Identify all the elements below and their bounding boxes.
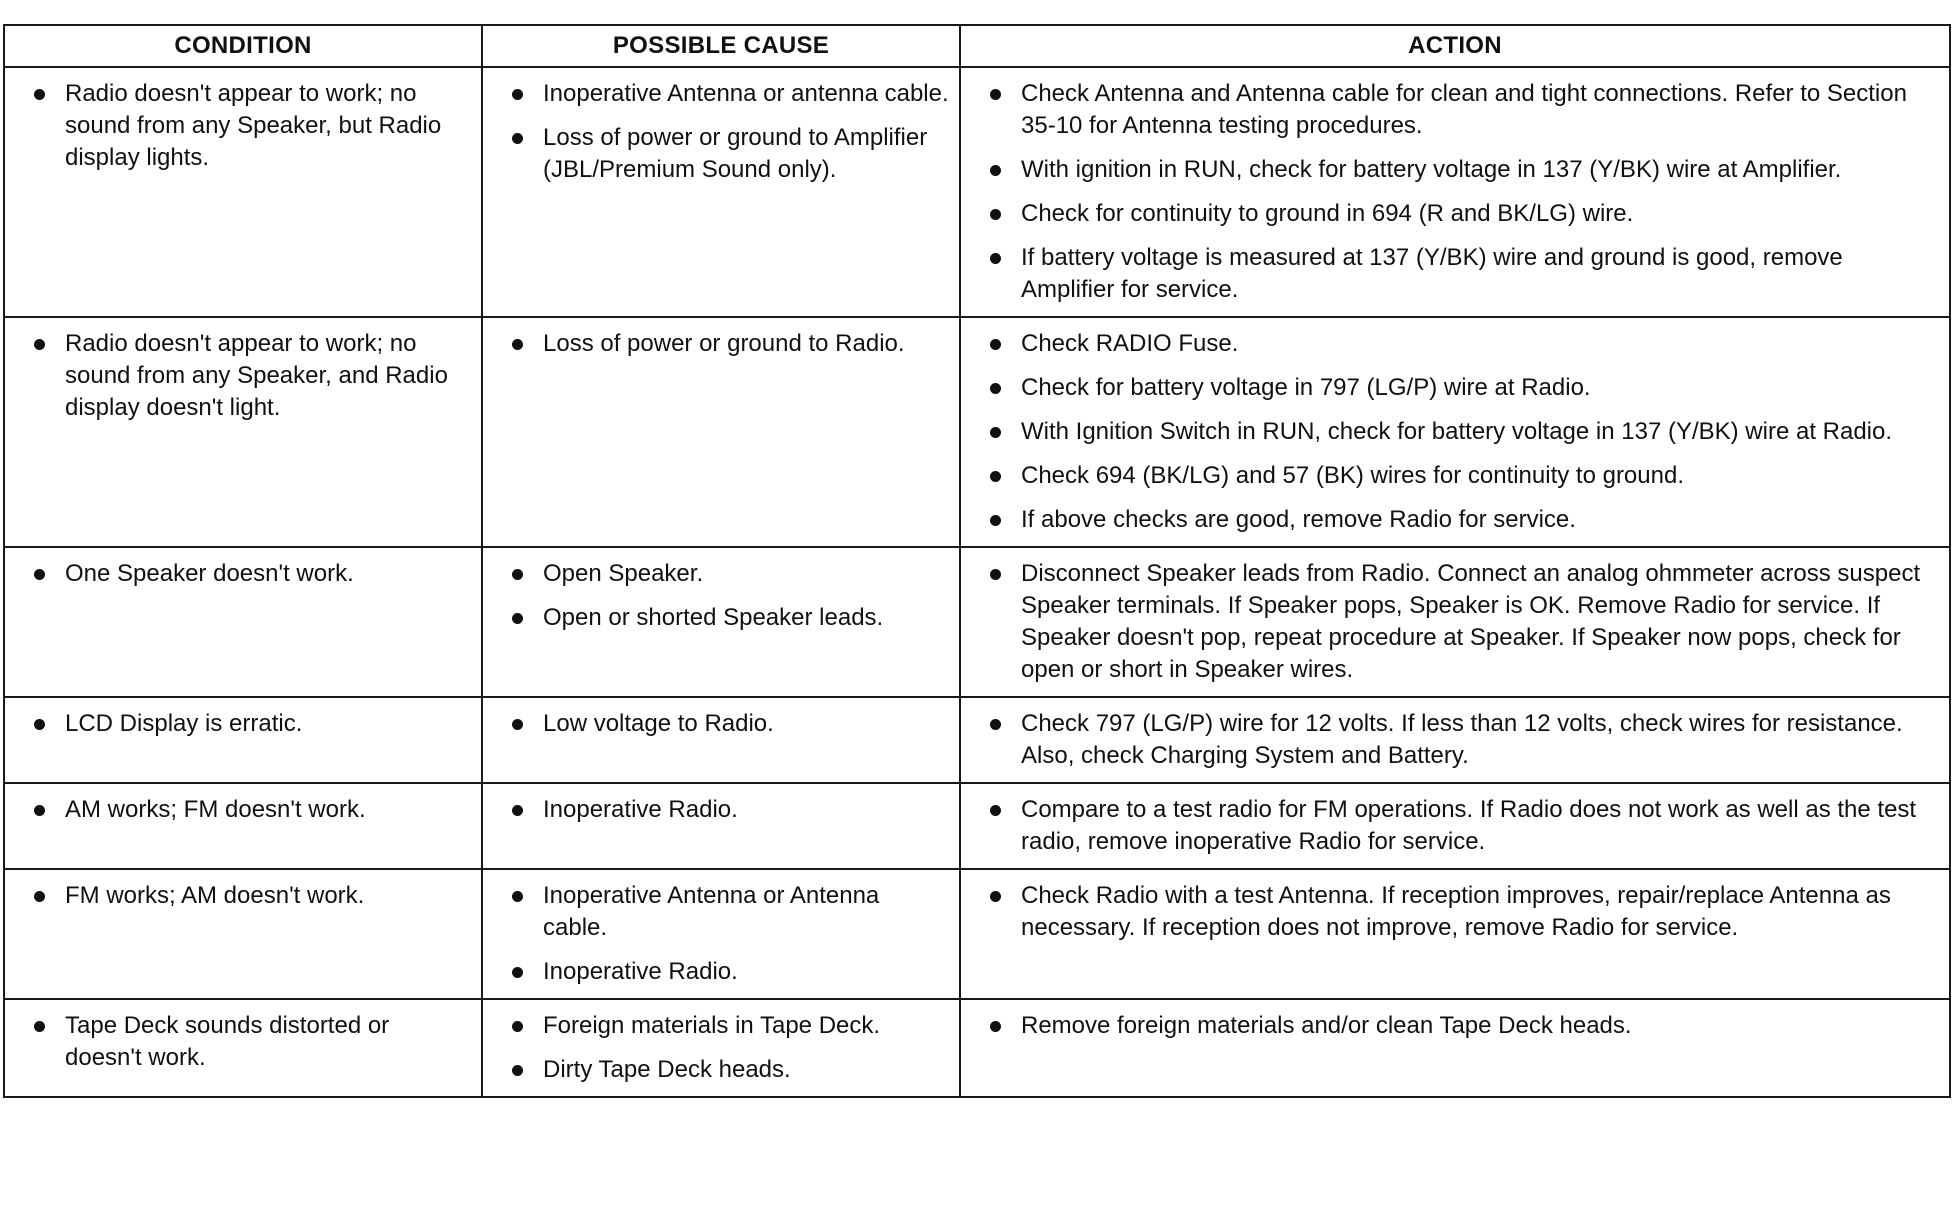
action-item xyxy=(971,1010,1939,1042)
condition-cell xyxy=(4,783,482,869)
cause-item xyxy=(493,1010,949,1042)
bullet-dot-icon xyxy=(990,515,1001,526)
bullet-dot-icon xyxy=(34,891,45,902)
item-text: Check RADIO Fuse. xyxy=(1021,330,1239,357)
item-text: Check 694 (BK/LG) and 57 (BK) wires for continuity to ground. xyxy=(1021,462,1684,489)
bullet-list xyxy=(493,558,949,634)
possible-cause-cell xyxy=(482,869,960,999)
bullet-dot-icon xyxy=(512,1021,523,1032)
bullet-list xyxy=(971,1010,1939,1042)
bullet-list xyxy=(971,558,1939,686)
header-action: ACTION xyxy=(960,25,1950,67)
table-row xyxy=(4,869,1950,999)
bullet-list xyxy=(15,880,471,912)
bullet-list xyxy=(15,328,471,424)
cause-item xyxy=(493,956,949,988)
bullet-dot-icon xyxy=(512,891,523,902)
bullet-dot-icon xyxy=(990,339,1001,350)
bullet-list xyxy=(15,1010,471,1074)
bullet-dot-icon xyxy=(512,569,523,580)
action-item xyxy=(971,794,1939,858)
action-cell xyxy=(960,869,1950,999)
item-text: Check Antenna and Antenna cable for clean and tight connections. Refer to Section 35-10 for Antenna testing procedures. xyxy=(1021,80,1907,139)
bullet-dot-icon xyxy=(512,89,523,100)
table-body xyxy=(4,67,1950,1097)
bullet-dot-icon xyxy=(990,1021,1001,1032)
item-text: With Ignition Switch in RUN, check for battery voltage in 137 (Y/BK) wire at Radio. xyxy=(1021,418,1893,445)
possible-cause-cell xyxy=(482,783,960,869)
condition-cell xyxy=(4,869,482,999)
bullet-dot-icon xyxy=(990,471,1001,482)
condition-item xyxy=(15,78,471,174)
cause-item xyxy=(493,558,949,590)
item-text: Check 797 (LG/P) wire for 12 volts. If less than 12 volts, check wires for resistance. Also, check Charging System and Battery. xyxy=(1021,710,1903,769)
action-item xyxy=(971,242,1939,306)
header-condition: CONDITION xyxy=(4,25,482,67)
cause-item xyxy=(493,122,949,186)
item-text: If above checks are good, remove Radio for service. xyxy=(1021,506,1576,533)
table-row xyxy=(4,783,1950,869)
header-row xyxy=(4,25,1950,67)
action-item xyxy=(971,154,1939,186)
bullet-list xyxy=(493,78,949,186)
table-row xyxy=(4,317,1950,547)
diagnosis-page xyxy=(3,24,1949,1098)
item-text: AM works; FM doesn't work. xyxy=(65,796,366,823)
item-text: Check for continuity to ground in 694 (R and BK/LG) wire. xyxy=(1021,200,1634,227)
cause-item xyxy=(493,794,949,826)
bullet-dot-icon xyxy=(34,339,45,350)
condition-cell xyxy=(4,317,482,547)
action-cell xyxy=(960,999,1950,1097)
table-row xyxy=(4,999,1950,1097)
bullet-list xyxy=(15,558,471,590)
condition-item xyxy=(15,558,471,590)
possible-cause-cell xyxy=(482,697,960,783)
bullet-list xyxy=(493,1010,949,1086)
item-text: Remove foreign materials and/or clean Tape Deck heads. xyxy=(1021,1012,1632,1039)
bullet-list xyxy=(493,708,949,740)
bullet-dot-icon xyxy=(990,427,1001,438)
condition-cell xyxy=(4,999,482,1097)
item-text: One Speaker doesn't work. xyxy=(65,560,354,587)
action-item xyxy=(971,460,1939,492)
item-text: LCD Display is erratic. xyxy=(65,710,303,737)
bullet-list xyxy=(493,880,949,988)
bullet-dot-icon xyxy=(512,967,523,978)
item-text: Radio doesn't appear to work; no sound from any Speaker, but Radio display lights. xyxy=(65,80,442,171)
bullet-dot-icon xyxy=(34,805,45,816)
possible-cause-cell xyxy=(482,547,960,697)
bullet-dot-icon xyxy=(990,719,1001,730)
bullet-dot-icon xyxy=(990,165,1001,176)
item-text: FM works; AM doesn't work. xyxy=(65,882,365,909)
action-item xyxy=(971,372,1939,404)
bullet-dot-icon xyxy=(512,339,523,350)
item-text: Inoperative Antenna or Antenna cable. xyxy=(543,882,880,941)
bullet-list xyxy=(971,328,1939,536)
action-cell xyxy=(960,697,1950,783)
item-text: Dirty Tape Deck heads. xyxy=(543,1056,791,1083)
table-row xyxy=(4,67,1950,317)
item-text: Check for battery voltage in 797 (LG/P) wire at Radio. xyxy=(1021,374,1591,401)
bullet-dot-icon xyxy=(34,1021,45,1032)
bullet-list xyxy=(493,794,949,826)
condition-item xyxy=(15,708,471,740)
bullet-dot-icon xyxy=(990,383,1001,394)
table-row xyxy=(4,697,1950,783)
action-cell xyxy=(960,547,1950,697)
condition-item xyxy=(15,794,471,826)
bullet-dot-icon xyxy=(990,805,1001,816)
item-text: If battery voltage is measured at 137 (Y/BK) wire and ground is good, remove Amplifier for service. xyxy=(1021,244,1843,303)
action-item xyxy=(971,198,1939,230)
bullet-dot-icon xyxy=(34,719,45,730)
bullet-list xyxy=(971,794,1939,858)
bullet-list xyxy=(971,78,1939,306)
item-text: Open Speaker. xyxy=(543,560,704,587)
bullet-dot-icon xyxy=(990,209,1001,220)
item-text: Foreign materials in Tape Deck. xyxy=(543,1012,881,1039)
item-text: Tape Deck sounds distorted or doesn't work. xyxy=(65,1012,390,1071)
diagnosis-table xyxy=(3,24,1951,1098)
cause-item xyxy=(493,78,949,110)
item-text: Loss of power or ground to Radio. xyxy=(543,330,905,357)
item-text: Inoperative Antenna or antenna cable. xyxy=(543,80,949,107)
bullet-dot-icon xyxy=(990,569,1001,580)
bullet-dot-icon xyxy=(990,253,1001,264)
bullet-dot-icon xyxy=(34,89,45,100)
bullet-dot-icon xyxy=(34,569,45,580)
action-item xyxy=(971,708,1939,772)
item-text: Radio doesn't appear to work; no sound from any Speaker, and Radio display doesn't light. xyxy=(65,330,448,421)
bullet-list xyxy=(493,328,949,360)
action-item xyxy=(971,558,1939,686)
item-text: Disconnect Speaker leads from Radio. Connect an analog ohmmeter across suspect Speaker terminals. If Speaker pops, Speaker is OK. Remove Radio for service. If Speaker doesn't pop, repeat procedure at Speaker. If Speaker now pops, check for open or short in Speaker wires. xyxy=(1021,560,1921,683)
condition-cell xyxy=(4,697,482,783)
bullet-list xyxy=(971,880,1939,944)
possible-cause-cell xyxy=(482,999,960,1097)
cause-item xyxy=(493,1054,949,1086)
action-item xyxy=(971,880,1939,944)
bullet-list xyxy=(15,708,471,740)
bullet-dot-icon xyxy=(990,891,1001,902)
item-text: Compare to a test radio for FM operations. If Radio does not work as well as the test radio, remove inoperative Radio for service. xyxy=(1021,796,1917,855)
bullet-dot-icon xyxy=(512,719,523,730)
action-item xyxy=(971,504,1939,536)
item-text: Low voltage to Radio. xyxy=(543,710,774,737)
bullet-dot-icon xyxy=(512,1065,523,1076)
header-possible-cause: POSSIBLE CAUSE xyxy=(482,25,960,67)
item-text: Check Radio with a test Antenna. If reception improves, repair/replace Antenna as necessary. If reception does not improve, remove Radio for service. xyxy=(1021,882,1891,941)
cause-item xyxy=(493,602,949,634)
cause-item xyxy=(493,328,949,360)
bullet-dot-icon xyxy=(512,805,523,816)
condition-item xyxy=(15,328,471,424)
item-text: Inoperative Radio. xyxy=(543,796,738,823)
action-item xyxy=(971,78,1939,142)
bullet-list xyxy=(15,794,471,826)
item-text: Open or shorted Speaker leads. xyxy=(543,604,884,631)
item-text: Inoperative Radio. xyxy=(543,958,738,985)
bullet-dot-icon xyxy=(512,613,523,624)
action-item xyxy=(971,416,1939,448)
condition-item xyxy=(15,880,471,912)
cause-item xyxy=(493,708,949,740)
bullet-list xyxy=(971,708,1939,772)
action-item xyxy=(971,328,1939,360)
possible-cause-cell xyxy=(482,317,960,547)
cause-item xyxy=(493,880,949,944)
condition-item xyxy=(15,1010,471,1074)
possible-cause-cell xyxy=(482,67,960,317)
condition-cell xyxy=(4,547,482,697)
item-text: Loss of power or ground to Amplifier (JBL/Premium Sound only). xyxy=(543,124,928,183)
condition-cell xyxy=(4,67,482,317)
bullet-dot-icon xyxy=(512,133,523,144)
action-cell xyxy=(960,783,1950,869)
bullet-dot-icon xyxy=(990,89,1001,100)
action-cell xyxy=(960,317,1950,547)
table-row xyxy=(4,547,1950,697)
action-cell xyxy=(960,67,1950,317)
bullet-list xyxy=(15,78,471,174)
item-text: With ignition in RUN, check for battery voltage in 137 (Y/BK) wire at Amplifier. xyxy=(1021,156,1842,183)
